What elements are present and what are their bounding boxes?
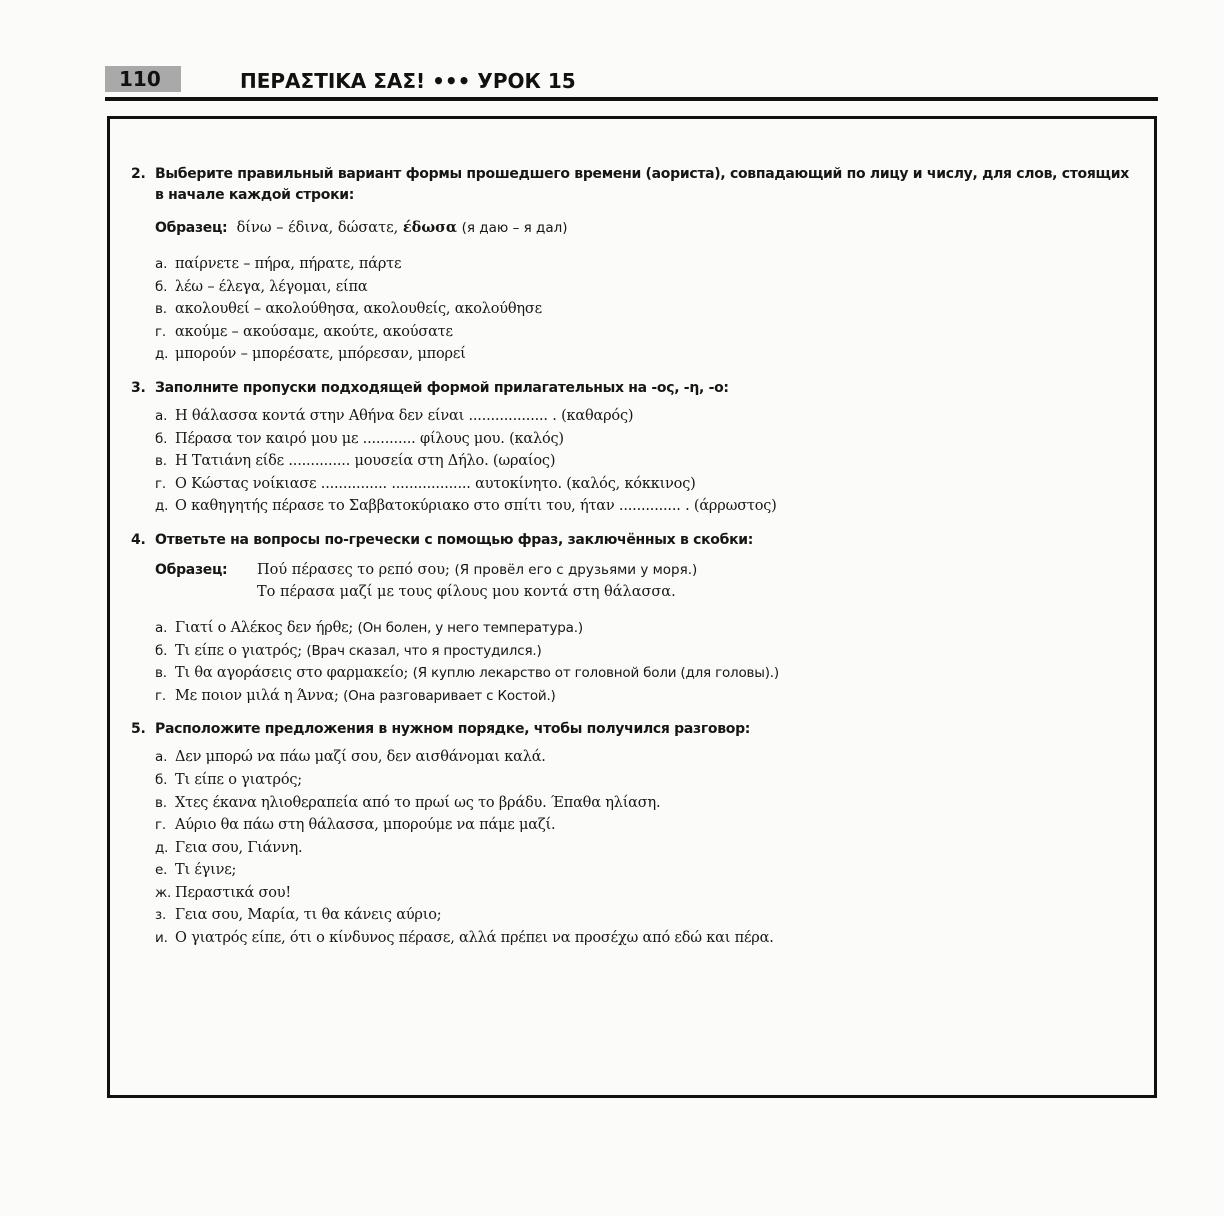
list-item bbox=[155, 495, 1131, 518]
item-text: παίρνετε – πήρα, πήρατε, πάρτε bbox=[175, 256, 402, 272]
exercise-4-items bbox=[155, 617, 1131, 707]
exercise-2 bbox=[131, 164, 1131, 366]
list-item bbox=[155, 640, 1131, 663]
list-item bbox=[155, 473, 1131, 496]
item-marker: г. bbox=[155, 817, 166, 834]
exercise-4-heading bbox=[131, 530, 1131, 551]
exercise-number: 2. bbox=[131, 166, 146, 182]
exercise-2-items bbox=[155, 253, 1131, 366]
list-item bbox=[155, 343, 1131, 366]
model-question-translation: (Я провёл его с друзьями у моря.) bbox=[454, 561, 698, 578]
list-item bbox=[155, 814, 1131, 837]
model-answer: Το πέρασα μαζί με τους φίλους μου κοντά στη θάλασσα. bbox=[257, 583, 676, 600]
list-item bbox=[155, 746, 1131, 769]
list-item bbox=[155, 859, 1131, 882]
item-marker: а. bbox=[155, 619, 168, 636]
item-text: λέω – έλεγα, λέγομαι, είπα bbox=[175, 278, 368, 295]
page-header bbox=[105, 62, 1158, 98]
item-translation: (Он болен, у него температура.) bbox=[357, 619, 583, 636]
list-item bbox=[155, 685, 1131, 708]
item-marker: г. bbox=[155, 475, 166, 492]
exercise-number: 5. bbox=[131, 721, 146, 738]
model-text: δίνω – έδινα, δώσατε, bbox=[236, 220, 399, 236]
model-question: Πού πέρασες το ρεπό σου; bbox=[257, 561, 450, 578]
item-text: Γεια σου, Μαρία, τι θα κάνεις αύριο; bbox=[175, 907, 442, 924]
item-text: Η Τατιάνη είδε .............. μουσεία στη Δήλο. (ωραίος) bbox=[175, 453, 556, 470]
item-marker: и. bbox=[155, 930, 168, 947]
item-marker: б. bbox=[155, 430, 168, 447]
page-title: ΠΕΡΑΣΤΙΚΑ ΣΑΣ! ••• УРОК 15 bbox=[240, 69, 576, 93]
item-marker: б. bbox=[155, 278, 168, 295]
exercise-instruction: Выберите правильный вариант формы прошедшего времени (аориста), совпадающий по лицу и числу, для слов, стоящих в начале каждой строки: bbox=[155, 166, 1129, 203]
list-item bbox=[155, 617, 1131, 640]
exercise-number: 4. bbox=[131, 531, 146, 548]
model-example bbox=[155, 559, 1131, 603]
item-marker: з. bbox=[155, 907, 167, 924]
list-item bbox=[155, 769, 1131, 792]
list-item bbox=[155, 450, 1131, 473]
exercise-number: 3. bbox=[131, 379, 146, 396]
item-text: μπορούν – μπορέσατε, μπόρεσαν, μπορεί bbox=[175, 346, 466, 363]
exercise-instruction: Заполните пропуски подходящей формой прилагательных на -ος, -η, -ο: bbox=[155, 379, 729, 396]
header-rule bbox=[105, 97, 1158, 101]
item-marker: а. bbox=[155, 407, 168, 424]
exercise-3-heading bbox=[131, 378, 1131, 399]
model-label: Образец: bbox=[155, 220, 228, 236]
list-item bbox=[155, 298, 1131, 321]
item-text: Τι είπε ο γιατρός; bbox=[175, 771, 302, 788]
item-text: Τι έγινε; bbox=[175, 862, 237, 879]
item-text: Γεια σου, Γιάννη. bbox=[175, 839, 303, 856]
item-marker: в. bbox=[155, 301, 167, 318]
item-translation: (Врач сказал, что я простудился.) bbox=[306, 642, 542, 659]
item-marker: е. bbox=[155, 862, 168, 879]
item-marker: в. bbox=[155, 665, 167, 682]
item-text: Γιατί ο Αλέκος δεν ήρθε; bbox=[175, 619, 354, 636]
item-text: Δεν μπορώ να πάω μαζί σου, δεν αισθάνομαι καλά. bbox=[175, 749, 546, 766]
item-text: Χτες έκανα ηλιοθεραπεία από το πρωί ως το βράδυ. Έπαθα ηλίαση. bbox=[175, 794, 661, 811]
item-marker: в. bbox=[155, 453, 167, 470]
item-marker: д. bbox=[155, 839, 169, 856]
item-translation: (Она разговаривает с Костой.) bbox=[343, 687, 556, 704]
exercise-instruction: Ответьте на вопросы по-гречески с помощью фраз, заключённых в скобки: bbox=[155, 531, 754, 548]
exercise-5-heading bbox=[131, 719, 1131, 740]
list-item bbox=[155, 276, 1131, 299]
list-item bbox=[155, 904, 1131, 927]
item-marker: а. bbox=[155, 749, 168, 766]
item-text: Περαστικά σου! bbox=[175, 884, 292, 901]
item-marker: б. bbox=[155, 771, 168, 788]
item-text: Ο Κώστας νοίκιασε ............... .................. αυτοκίνητο. (καλός, κόκκινος) bbox=[175, 475, 696, 492]
exercise-5-items bbox=[155, 746, 1131, 949]
item-text: Τι θα αγοράσεις στο φαρμακείο; bbox=[175, 665, 409, 682]
item-marker: д. bbox=[155, 346, 169, 363]
item-marker: в. bbox=[155, 794, 167, 811]
exercise-2-heading bbox=[131, 164, 1131, 206]
item-text: Τι είπε ο γιατρός; bbox=[175, 642, 302, 659]
item-marker: ж. bbox=[155, 884, 172, 901]
list-item bbox=[155, 253, 1131, 276]
exercise-content bbox=[131, 164, 1131, 962]
exercise-3-items bbox=[155, 405, 1131, 518]
exercise-5 bbox=[131, 719, 1131, 949]
list-item bbox=[155, 321, 1131, 344]
item-text: Ο καθηγητής πέρασε το Σαββατοκύριακο στο σπίτι του, ήταν .............. . (άρρωστος) bbox=[175, 498, 777, 515]
list-item bbox=[155, 837, 1131, 860]
list-item bbox=[155, 882, 1131, 905]
item-marker: б. bbox=[155, 642, 168, 659]
exercise-4 bbox=[131, 530, 1131, 707]
list-item bbox=[155, 428, 1131, 451]
item-marker: г. bbox=[155, 687, 166, 704]
exercise-3 bbox=[131, 378, 1131, 518]
item-marker: г. bbox=[155, 323, 166, 340]
model-translation: (я даю – я дал) bbox=[461, 220, 568, 236]
item-text: Με ποιον μιλά η Άννα; bbox=[175, 687, 339, 704]
list-item bbox=[155, 405, 1131, 428]
model-example bbox=[155, 217, 1131, 239]
list-item bbox=[155, 662, 1131, 685]
item-text: ακούμε – ακούσαμε, ακούτε, ακούσατε bbox=[175, 323, 453, 340]
item-text: Η θάλασσα κοντά στην Αθήνα δεν είναι .................. . (καθαρός) bbox=[175, 407, 634, 424]
item-text: Αύριο θα πάω στη θάλασσα, μπορούμε να πάμε μαζί. bbox=[175, 817, 556, 834]
model-answer: έδωσα bbox=[402, 219, 458, 236]
item-translation: (Я куплю лекарство от головной боли (для головы).) bbox=[412, 665, 779, 682]
list-item bbox=[155, 792, 1131, 815]
model-label: Образец: bbox=[155, 561, 228, 578]
item-marker: а. bbox=[155, 256, 168, 272]
item-text: ακολουθεί – ακολούθησα, ακολουθείς, ακολούθησε bbox=[175, 301, 542, 318]
item-text: Πέρασα τον καιρό μου με ............ φίλους μου. (καλός) bbox=[175, 430, 564, 447]
page-number: 110 bbox=[105, 66, 181, 92]
item-text: Ο γιατρός είπε, ότι ο κίνδυνος πέρασε, αλλά πρέπει να προσέχω από εδώ και πέρα. bbox=[175, 930, 774, 947]
exercise-instruction: Расположите предложения в нужном порядке, чтобы получился разговор: bbox=[155, 721, 751, 738]
list-item bbox=[155, 927, 1131, 950]
item-marker: д. bbox=[155, 498, 169, 515]
